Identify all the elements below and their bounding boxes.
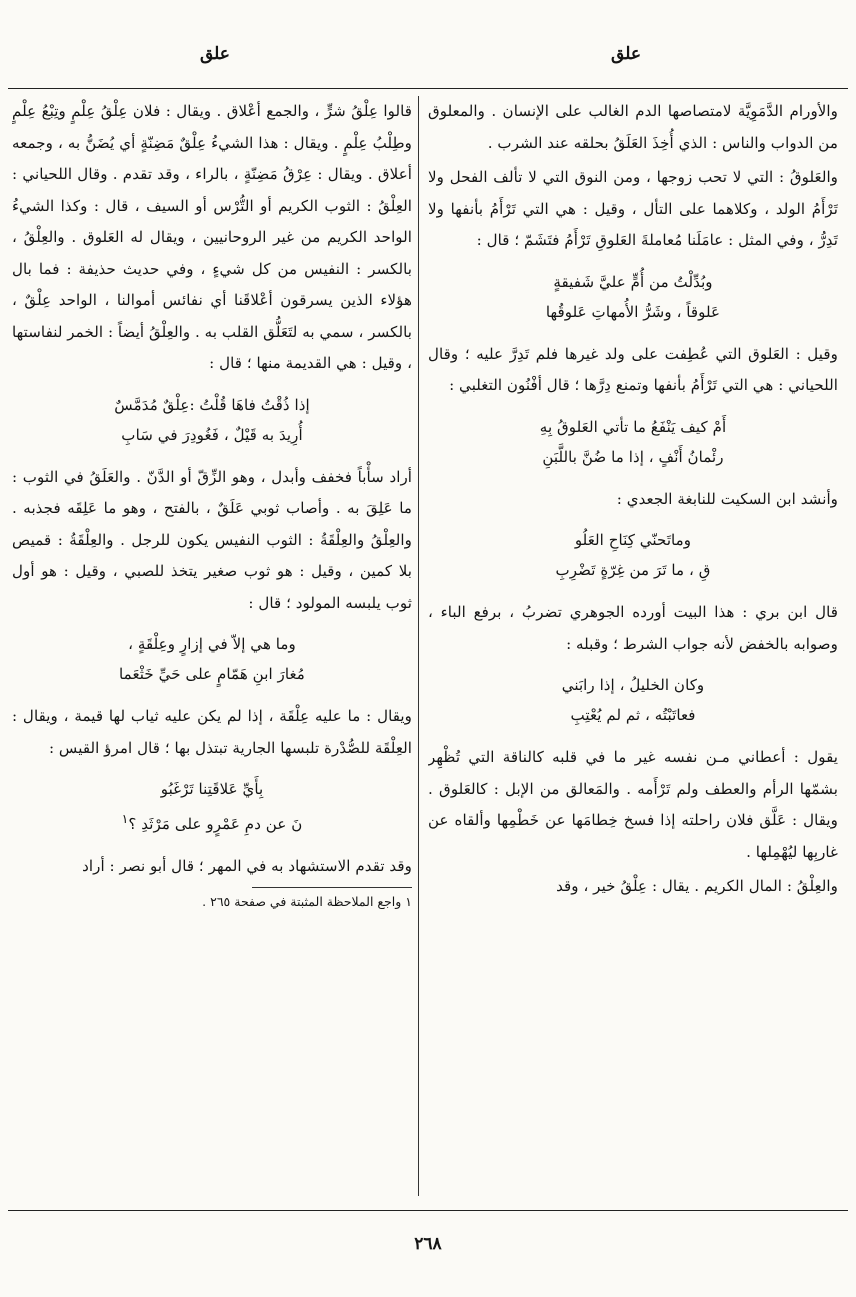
verse-text: نَ عن دمِ عَمْرٍو على مَرْثَدِ ؟ <box>128 815 303 834</box>
verse-line: رئْمانُ أَنْفٍ ، إذا ما ضُنَّ باللَّبَنِ <box>542 447 724 466</box>
verse <box>12 629 412 689</box>
verse <box>12 774 412 839</box>
verse-line: أُرِيدَ به قَيْلٌ ، فَغُودِرَ في سَابِ <box>121 425 303 444</box>
verse <box>428 412 838 472</box>
paragraph: وقد تقدم الاستشهاد به في المهر ؛ قال أبو نصر : أراد <box>82 857 412 876</box>
footnote-marker: ١ <box>121 811 129 826</box>
verse-line: عَلوقاً ، وشَرُّ الأُمهاتِ عَلوقُها <box>545 302 721 321</box>
paragraph: وأنشد ابن السكيت للنابغة الجعدي : <box>616 489 838 508</box>
right-column <box>428 96 838 1196</box>
paragraph: يقول : أعطاني مـن نفسه غير ما في قلبه كالناقة التي تُظْهِر بشمّها الرأم والعطف ولم تَرْأَمه . والمَعالق من الإبل : كالعَلوق . ويقال : عَلَّق فلان راحلته إذا فسخ خِطامَها عن خَطْمِها وألقاه عن غاربِها ليُهْمِلها . <box>428 748 838 861</box>
verse-line: وماتَحنّي كِنَاحِ العَلُو <box>574 531 692 549</box>
verse-line: قِ ، ما تَرَ من غِرّةٍ تَضْرِبِ <box>555 561 711 579</box>
verse-line: مُغارَ ابنِ هَمّامٍ على حَيِّ خَثْعَما <box>119 665 305 683</box>
paragraph: والعِلْقُ : المال الكريم . يقال : عِلْقُ خير ، وقد <box>556 877 838 895</box>
paragraph: والعَلوقُ : التي لا تحب زوجها ، ومن النوق التي لا تألف الفحل ولا تَرْأَمُ الولد ، وكلاهما على التأل ، وقيل : هي التي تَرْأَمُ بأنفها ولا تَدِرُّ ، وفي المثل : عامَلَنا مُعاملةَ العَلوقِ تَرْأَمُ فتَشَمّ ؛ قال : <box>428 168 838 249</box>
footnote: ١ واجع الملاحظة المثبتة في صفحة ٢٦٥ . <box>202 893 412 909</box>
verse-line: وما هي إلاّ في إزارٍ وعِلْقَةٍ ، <box>128 635 296 653</box>
verse-line: وبُدِّلْتُ من أُمٍّ عليَّ شَفيقةٍ <box>553 272 713 291</box>
verse-line: بِأَيِّ عَلاقَتِنا تَرْغَبُو <box>160 780 264 798</box>
paragraph: ويقال : ما عليه عِلْقَة ، إذا لم يكن عليه ثياب لها قيمة ، ويقال : العِلْقَة للصُّدْرة تلبسها الجارية تبتذل بها ؛ قال امرؤ القيس : <box>12 707 412 757</box>
top-rule <box>8 88 848 89</box>
left-column <box>12 96 412 1196</box>
verse <box>428 670 838 730</box>
page-number: ٢٦٨ <box>414 1234 442 1254</box>
right-headword: علق <box>611 44 641 64</box>
verse <box>428 267 838 327</box>
paragraph: قال ابن بري : هذا البيت أورده الجوهري تضربُ ، برفع الباء ، وصوابه بالخفض لأنه جواب الشرط ؛ وقبله : <box>428 603 838 653</box>
paragraph: والأورام الدَّمَوِيَّة لامتصاصها الدم الغالب على الإنسان . والمعلوق من الدواب والناس : الذي أُخِذَ العَلَقُ بحلقه عند الشرب . <box>428 102 838 152</box>
verse-line: وكان الخليلُ ، إذا رابَني <box>561 676 705 694</box>
paragraph: قالوا عِلْقُ شرٍّ ، والجمع أعْلاق . ويقال : فلان عِلْقُ عِلْمٍ وتِبْعُ عِلْمٍ وطِلْبُ عِلْمٍ . ويقال : هذا الشيءُ عِلْقٌ مَضِنّةٍ أي يُضَنُّ به ، وجمعه أعلاق . ويقال : عِرْقُ مَضِنّةٍ ، بالراء ، وقد تقدم . وقال اللحياني : العِلْقُ : الثوب الكريم أو التُّرْس أو السيف ، قال : وكذا الشيءُ الواحد الكريم من غير الروحانيين ، ويقال له العَلوق . والعِلْقُ ، بالكسر : النفيس من كل شيءٍ ، وفي حديث حذيفة : فما بال هؤلاء الذين يسرقون أعْلاقَنا أي نفائس أموالنا ، الواحد عِلْقٌ ، بالكسر ، سمي به لتَعَلُّق القلب به . والعِلْقُ أيضاً : الخمر لنفاستها ، وقيل : هي القديمة منها ؛ قال : <box>12 102 412 372</box>
verse-line: إذا ذُقْتُ فاهَا قُلْتُ :عِلْقٌ مُدَمَّسٌ <box>114 395 310 414</box>
verse-line: فعاتَبْتُه ، ثم لم يُعْتِبِ <box>570 706 696 724</box>
paragraph: وقيل : العَلوق التي عُطِفت على ولد غيرها فلم تَدِرَّ عليه ؛ وقال اللحياني : هي التي تَرْأَمُ بأنفها وتمنع دِرَّها ؛ قال أفْنُون التغلبي : <box>428 344 838 394</box>
paragraph: أراد سأْباً فخفف وأبدل ، وهو الزِّقّ أو الدَّنّ . والعَلَقُ في الثوب : ما عَلِقَ به . وأصاب ثوبي عَلَقٌ ، بالفتح ، وهو ما عَلِقَه فجذبه . والعِلْقُ والعِلْقَةُ : الثوب النفيس يكون للرجل . والعِلْقَةُ : قميص بلا كمين ، وقيل : هو ثوب صغير يتخذ للصبي ، وقيل : هو أول ثوب يلبسه المولود ؛ قال : <box>12 467 412 612</box>
left-headword: علق <box>200 44 230 64</box>
verse-line <box>12 804 412 839</box>
verse <box>428 525 838 585</box>
verse <box>12 390 412 450</box>
column-divider <box>418 96 419 1196</box>
footnote-rule <box>252 887 412 888</box>
verse-line: أَمْ كيف يَنْفَعُ ما تأتي العَلوقُ بِهِ <box>539 417 727 436</box>
bottom-rule <box>8 1210 848 1211</box>
